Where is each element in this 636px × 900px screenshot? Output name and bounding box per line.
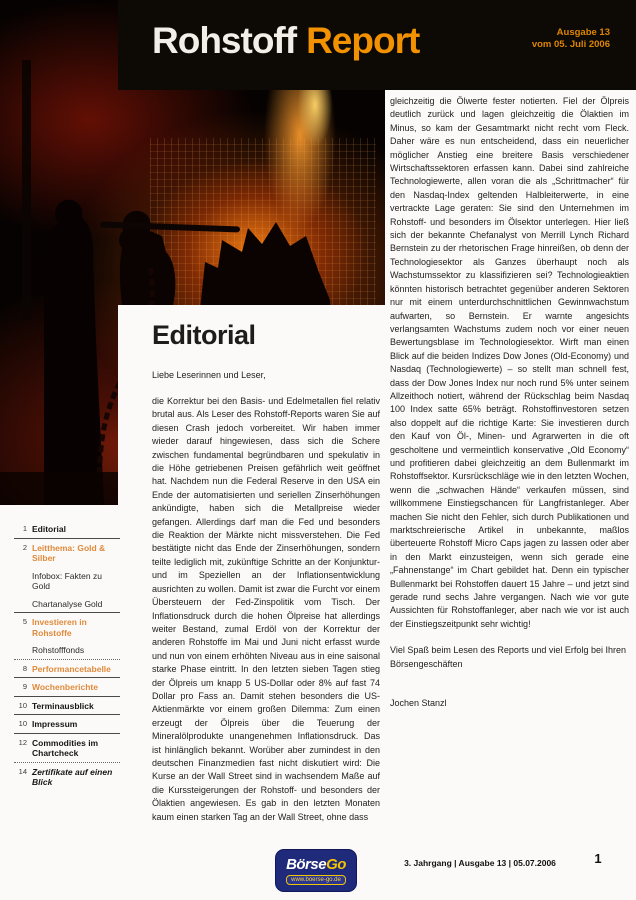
toc-item-zertifikate[interactable] <box>14 763 120 791</box>
footer-page-number: 1 <box>594 851 602 866</box>
toc-item-label: Commodities im Chartcheck <box>32 737 99 758</box>
toc-page-number: 8 <box>22 663 27 673</box>
toc-page-number: 10 <box>18 700 27 710</box>
logo-word-boerse: Börse <box>286 855 327 873</box>
editorial-signature: Jochen Stanzl <box>390 698 447 709</box>
boersego-logo[interactable] <box>275 849 357 892</box>
editorial-right-column: gleichzeitig die Ölwerte fester notierten. Fiel der Ölpreis deutlich zurück und lagen gleichzeitig die Ölaktien im Minus, so kam der Gesamtmarkt nicht recht vom Fleck. Daher wäre es nun entscheidend, dass ein neuerlicher möglicher Anstieg eine breitere Basis verschiedener Wirtschaftssektoren erfassen kann. Dabei sind zahlreiche Technologiewerte, allen voran die als „Schrittmacher“ für den Nasdaq-Index geltenden Halbleiterwerte, in eine vertrackte Lage geraten: Sie sind den Unternehmen im Rohstoff- und besonders im Ölsektor unterlegen. Hier ließ sich der bekannte Chefanalyst von Merrill Lynch Richard Bernstein zu der rhetorischen Frage hinreißen, ob denn der Technologiesektor als Ganzes überhaupt noch als Wachstumssektor zu klassifizieren sei? Technologieaktien könnten historisch betrachtet gegenüber anderen Sektoren nur mit einem unterdurchschnittlichen Gewinnwachstum aufwarten, so Bernstein. Er warnte angesichts verlangsamten Wachstums zudem noch vor einer neuen Bewertungsblase im Technologiesektor. Wirft man einen Blick auf die beiden Indizes Dow Jones (Old-Economy) und Nasdaq (Technologiewerte) – so stellt man schnell fest, dass der Dow Jones Index nur noch rund 5% unter seinem Allzeithoch notiert, während der Rückschlag beim Nasdaq 100 Index satte 65% beträgt. Rohstoffinvestoren setzen also doppelt auf die richtige Karte: Sie investieren durch den Kauf von Öl-, Minen- und Agrarwerten in die oft gescholtene und vermeintlich konservative „Old Economy“ und profitieren dabei gleichzeitig an dem Bullenmarkt im Rohstoffsektor. Kursrückschläge wie in den letzten Wochen, wenn die „schwachen Hände“ verkaufen müssen, sind willkommene Einstiegschancen für Langfristanleger. Aber machen Sie nicht den Fehler, sich durch Publikationen und marktschreierische Artikel in unbekannte, maßlos überteuerte Rohstoff Micro Caps jagen zu lassen oder aber in den Markt einzusteigen, wenn sich gerade eine „Fahnenstange“ im Chart gebildet hat. Denn ein typischer Bullenmarkt bei Rohstoffen dauert 15 Jahre – und jetzt sind gerade rund sechs Jahre vergangen. Nach wie vor gute Aussichten für Rohstoffanleger, aber nach wie vor ist auch der Einstiegszeitpunkt sehr wichtig! <box>390 96 629 629</box>
editorial-salutation: Liebe Leserinnen und Leser, <box>152 370 266 380</box>
toc-item-label: Impressum <box>32 719 78 729</box>
toc-item-label: Infobox: Fakten zu Gold <box>32 570 102 591</box>
toc-item-investieren[interactable] <box>14 613 120 641</box>
toc-item-editorial[interactable] <box>14 520 120 539</box>
toc-item-label: Zertifikate auf einen Blick <box>32 766 113 787</box>
toc-page-number: 5 <box>22 617 27 626</box>
editorial-heading: Editorial <box>152 320 256 350</box>
logo-word-go: Go <box>326 855 346 873</box>
toc-page-number: 12 <box>18 737 27 747</box>
boersego-logo-text <box>286 857 346 873</box>
toc-item-wochenberichte[interactable] <box>14 678 120 697</box>
title-word-report: Report <box>306 20 420 61</box>
toc-item-label: Performancetabelle <box>32 663 111 674</box>
toc-item-label: Leitthema: Gold & Silber <box>32 542 106 563</box>
footer-issue-info: 3. Jahrgang | Ausgabe 13 | 05.07.2006 <box>404 858 556 868</box>
title-word-rohstoff: Rohstoff <box>152 20 297 61</box>
toc-item-chartanalyse-gold[interactable] <box>14 595 120 614</box>
toc-item-performancetabelle[interactable] <box>14 660 120 679</box>
toc-item-label: Chartanalyse Gold <box>32 598 103 609</box>
toc-item-label: Wochenberichte <box>32 682 98 692</box>
editorial-left-column: die Korrektur bei den Basis- und Edelmetallen fiel relativ brutal aus. Als Leser des Rohstoff-Reports waren Sie auf diesen Crash jedoch vorbereitet. Wir haben immer wieder darauf hingewiesen, dass sich die Schere zwischen fundamental begründbaren und spekulativ in die Höhe getriebenen Preisen gefährlich weit geöffnet hat. Nachdem nun die Federal Reserve in den USA ein Ende der automatisierten und seriellen Zinserhöhungen ankündigte, haben sich die Metallpreise wieder gefangen. Allerdings darf man die Fed und besonders die Reaktion der Märkte nicht missverstehen. Die Fed bestätigte nicht das Ende der Zinserhöhungen, sondern teilte lediglich mit, zukünftige Schritte an der Konjunktur- und im Speziellen an der Inflationsentwicklung ausrichten zu wollen. Damit ist zwar die Furcht vor einem Übersteuern der Fed-Zinspolitik vom Tisch. Der Inflationsdruck durch die hohen Ölpreise hat allerdings weiter Bestand, zumal Erdöl von der Korrektur der anderen Rohstoffe im Mai und Juni nicht erfasst wurde und nun von einem erhöhten Niveau aus in eine saisonal starke Phase eintritt. In den letzten sieben Tagen stieg der Ölpreis um knapp 5 US-Dollar oder 8% auf fast 74 Dollar pro Fass an. Damit stehen besonders die US-Aktienmärkte vor einem großen Dilemma: Zum einen erzeugt der Ölpreis über die Teuerung der Mineralölprodukte unangenehmen Inflationsdruck. Das ist hinlänglich bekannt. Worüber aber zumindest in den deutschen Finanzmedien fast nicht diskutiert wird: Die Kurse an der Wall Street sind in wachsendem Maße auf die Kurssteigerungen der Rohstoff- und besonders der Ölaktien angewiesen. Es gab in den letzten Monaten kaum einen starken Tag an der Wall Street, ohne dass <box>152 396 380 822</box>
toc-item-label: Terminausblick <box>32 700 94 711</box>
editorial-section <box>152 320 380 824</box>
toc-item-leitthema[interactable] <box>14 539 120 567</box>
toc-item-commodities-chartcheck[interactable] <box>14 734 120 763</box>
issue-info-header <box>532 27 610 51</box>
issue-date: vom 05. Juli 2006 <box>531 39 610 50</box>
issue-number: Ausgabe 13 <box>556 27 610 38</box>
masthead-bar <box>118 0 636 90</box>
toc-page-number: 1 <box>22 524 27 533</box>
toc-page-number: 9 <box>22 682 27 691</box>
toc-item-label: Investieren in Rohstoffe <box>32 617 87 638</box>
publication-title <box>152 20 419 62</box>
toc-item-impressum[interactable] <box>14 715 120 734</box>
toc-item-terminausblick[interactable] <box>14 697 120 716</box>
toc-item-label: Editorial <box>32 524 67 534</box>
toc-item-infobox-gold[interactable] <box>14 567 120 595</box>
logo-url-text: www.boerse-go.de <box>286 875 346 885</box>
toc-item-label: Rohstofffonds <box>32 645 85 655</box>
table-of-contents <box>14 520 120 791</box>
toc-page-number: 10 <box>18 719 27 728</box>
toc-page-number: 14 <box>18 766 27 776</box>
editorial-right-column-wrap <box>390 95 629 710</box>
toc-item-rohstofffonds[interactable] <box>14 641 120 660</box>
editorial-closing: Viel Spaß beim Lesen des Reports und viel Erfolg bei Ihren Börsengeschäften <box>390 645 626 669</box>
toc-page-number: 2 <box>22 542 27 552</box>
